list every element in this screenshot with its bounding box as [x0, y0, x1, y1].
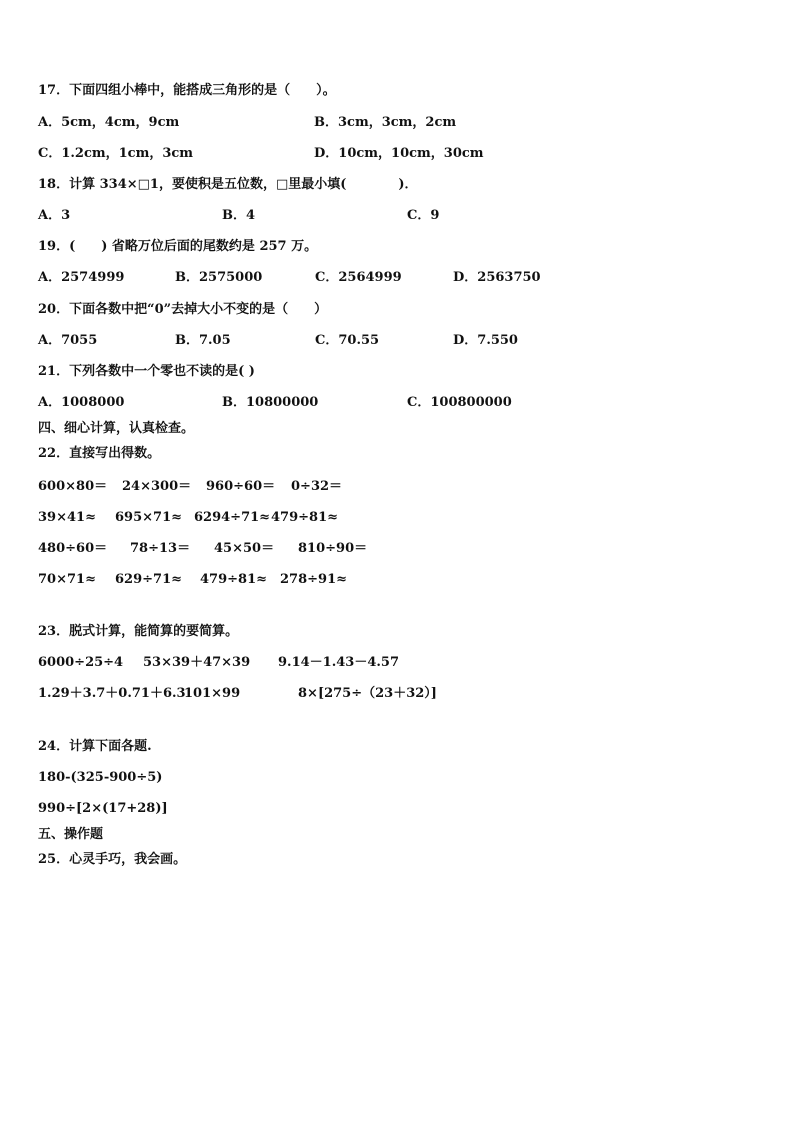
q22-r3-c4: 810÷90＝ [298, 541, 368, 556]
q18-option-c: C．9 [407, 208, 440, 223]
q22-r1-c1: 600×80＝ [38, 479, 108, 494]
q23-r2-c2: 101×99 [184, 686, 241, 701]
q22-r3-c3: 45×50＝ [214, 541, 275, 556]
q19-option-d: D．2563750 [453, 270, 541, 285]
q22-r3-c1: 480÷60＝ [38, 541, 108, 556]
q23-r2-c3: 8×[275÷（23＋32）] [298, 686, 437, 701]
q24-stem: 24．计算下面各题. [38, 739, 152, 754]
q18-stem: 18．计算 334×□1，要使积是五位数，□里最小填( )． [38, 177, 418, 192]
q23-stem: 23．脱式计算，能简算的要简算。 [38, 624, 239, 639]
q19-option-c: C．2564999 [315, 270, 402, 285]
q21-option-a: A．1008000 [38, 395, 125, 410]
q24-item-2: 990÷[2×(17+28)] [38, 801, 168, 816]
section-5-heading: 五、操作题 [38, 827, 104, 842]
q19-option-a: A．2574999 [38, 270, 125, 285]
q17-option-a: A．5cm，4cm，9cm [38, 115, 180, 130]
q22-r1-c4: 0÷32＝ [291, 479, 343, 494]
q24-item-1: 180-(325-900÷5) [38, 770, 163, 785]
q23-r2-c1: 1.29＋3.7＋0.71＋6.3 [38, 686, 186, 701]
q22-r4-c1: 70×71≈ [38, 572, 96, 587]
q22-r4-c3: 479÷81≈ [200, 572, 268, 587]
q22-r1-c3: 960÷60＝ [206, 479, 276, 494]
q23-r1-c2: 53×39＋47×39 [143, 655, 251, 670]
q18-option-b: B．4 [222, 208, 256, 223]
q20-option-a: A．7055 [38, 333, 98, 348]
q20-option-b: B．7.05 [175, 333, 231, 348]
q25-stem: 25．心灵手巧，我会画。 [38, 852, 187, 867]
q17-option-d: D．10cm，10cm，30cm [314, 146, 484, 161]
q22-r2-c2: 695×71≈ [115, 510, 183, 525]
q22-r2-c4: 479÷81≈ [271, 510, 339, 525]
q21-option-c: C．100800000 [407, 395, 512, 410]
q20-option-d: D．7.550 [453, 333, 518, 348]
q22-r3-c2: 78÷13＝ [130, 541, 191, 556]
q22-r1-c2: 24×300＝ [122, 479, 192, 494]
q20-option-c: C．70.55 [315, 333, 380, 348]
q22-r4-c4: 278÷91≈ [280, 572, 348, 587]
q22-r4-c2: 629÷71≈ [115, 572, 183, 587]
q17-option-c: C．1.2cm，1cm，3cm [38, 146, 194, 161]
q19-option-b: B．2575000 [175, 270, 263, 285]
q22-stem: 22．直接写出得数。 [38, 446, 161, 461]
q23-r1-c1: 6000÷25÷4 [38, 655, 124, 670]
q17-option-b: B．3cm，3cm，2cm [314, 115, 457, 130]
q22-r2-c1: 39×41≈ [38, 510, 96, 525]
section-4-heading: 四、细心计算，认真检查。 [38, 421, 195, 436]
q17-stem: 17．下面四组小棒中，能搭成三角形的是（ ）。 [38, 83, 336, 98]
q18-option-a: A．3 [38, 208, 71, 223]
q19-stem: 19．( ) 省略万位后面的尾数约是 257 万。 [38, 239, 318, 254]
q22-r2-c3: 6294÷71≈ [194, 510, 271, 525]
q21-stem: 21．下列各数中一个零也不读的是( ) [38, 364, 255, 379]
q23-r1-c3: 9.14－1.43－4.57 [278, 655, 399, 670]
q21-option-b: B．10800000 [222, 395, 319, 410]
q20-stem: 20．下面各数中把“0”去掉大小不变的是（ ） [38, 302, 328, 317]
